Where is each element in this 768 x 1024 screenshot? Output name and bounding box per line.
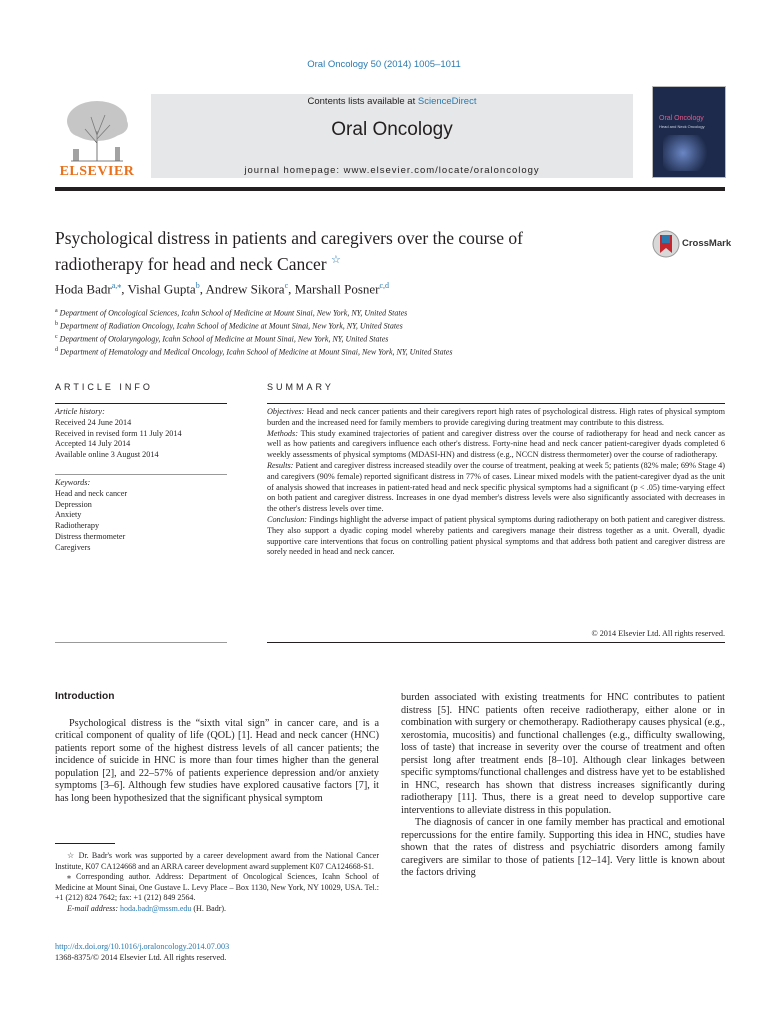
objectives-label: Objectives: (267, 407, 305, 416)
journal-reference-link[interactable]: Oral Oncology 50 (2014) 1005–1011 (307, 59, 461, 70)
body-paragraph: Psychological distress is the “sixth vital sign” in cancer care, and is a critical component of quality of life (QOL) [1]. Head and neck cancer (HNC) patients report some of the highest distress levels of all cancer patients; the incidence of suicide in HNC is more than four times higher than the general population [2], and 22–57% of patients experience depression and/or anxiety symptoms [3–6]. Although few studies have explored causative factors [7], it has long been hypothesized that the significant physical symptom (55, 717, 379, 804)
crossmark-badge[interactable] (652, 229, 732, 261)
cover-title: Oral Oncology (659, 115, 704, 122)
doi-link[interactable]: http://dx.doi.org/10.1016/j.oraloncology.2014.07.003 (55, 942, 230, 951)
conclusion-label: Conclusion: (267, 514, 308, 524)
author-name: Andrew Sikora (205, 281, 285, 297)
contents-line (151, 96, 633, 107)
history-item: Received 24 June 2014 (55, 417, 132, 427)
issn-line: 1368-8375/© 2014 Elsevier Ltd. All rights reserved. (55, 952, 227, 962)
cover-subtitle: Head and Neck Oncology (659, 124, 705, 129)
affiliation-text: Department of Otolaryngology, Icahn School of Medicine at Mount Sinai, New York, NY, United States (59, 334, 389, 344)
conclusion-text: Findings highlight the adverse impact of patient physical symptoms during radiotherapy on both patient and caregiver distress. They also support a dyadic coping model whereby patients and caregivers manage their distress together as a unit. Overall, dyadic supportive care interventions that focus on controlling patient physical symptoms and that address both patient and caregiver distress are sorely needed in head and neck cancer. (267, 514, 725, 557)
funding-footnote: ☆ Dr. Badr's work was supported by a career development award from the National Cancer Institute, K07 CA124668 and an ARRA career development award supplement K07 CA124668-S1. (55, 851, 379, 871)
results-text: Patient and caregiver distress increased steadily over the course of treatment, peaking at week 5; patients (82% male; 69% Stage 4) and caregivers (90% female) reported significant distress in 77% of cases. Linear mixed models with the patient-caregiver dyad as the unit of analysis showed that increases in patient-rated head and neck specific physical symptoms had a significant (p < .05) time-varying effect on both patient and caregiver distress. Increases in one dyad member's distress levels were also significantly associated with decreases in the other's distress levels over time. (267, 460, 726, 514)
crossmark-label: CrossMark (682, 238, 732, 249)
keyword-item: Distress thermometer (55, 531, 126, 541)
affiliation-item (55, 306, 452, 319)
info-divider (55, 642, 227, 643)
crossmark-icon (652, 229, 680, 259)
affiliation-item (55, 319, 452, 332)
methods-text: This study examined trajectories of patient and caregiver distress over the course of radiotherapy for head and neck cancer as well as how patients and caregivers influence each other's distress. Forty-nine head and neck cancer patient-caregiver dyads completed 6 weekly assessments of physical symptoms (MDASI-HN) and distress (e.g., NCCN distress thermometer) over the course of radiotherapy. (267, 428, 725, 460)
keyword-item: Head and neck cancer (55, 488, 128, 498)
affiliation-sup: c (55, 334, 58, 341)
journal-reference (0, 59, 768, 70)
results-label: Results: (267, 460, 294, 470)
affiliation-text: Department of Radiation Oncology, Icahn School of Medicine at Mount Sinai, New York, NY, United States (60, 321, 403, 331)
keyword-item: Radiotherapy (55, 521, 100, 531)
email-footnote (55, 904, 379, 915)
affiliations (55, 306, 452, 359)
body-paragraph: burden associated with existing treatments for HNC contributes to patient distress [5]. HNC patients often receive radiotherapy, either alone or in combination with surgery or chemotherapy. Radiotherapy causes physical (e.g., xerostomia, mucositis) and functional challenges (e.g., difficulty swallowing, loss of taste) that increase in severity over the course of treatment and often persist long after treatment ends [8–10]. Although clear linkages between specific symptoms/functional challenges and distress have yet to be established in HNC, research has shown that distress increases significantly during radiotherapy [11]. Thus, there is a great need to develop supportive care interventions to alleviate distress in this population. (401, 692, 725, 816)
email-label: E-mail address: (67, 903, 119, 913)
corresponding-footnote: ⁎ Corresponding author. Address: Department of Oncological Sciences, Icahn School of Medicine at Mount Sinai, One Gustave L. Levy Place – Box 1130, New York, NY 10029, USA. Tel.: +1 (212) 824 7642; fax: +1 (212) 849 2564. (55, 872, 379, 902)
journal-header (55, 85, 725, 187)
affiliation-text: Department of Oncological Sciences, Icahn School of Medicine at Mount Sinai, New York, NY, United States (59, 308, 408, 318)
doi-block (55, 942, 229, 963)
abstract (267, 407, 725, 558)
objectives-text: Head and neck cancer patients and their caregivers report high rates of psychological distress. High rates of physical symptom burden and the increased need for family members to provide caregiving during treatment may contribute to this distress. (267, 407, 726, 427)
author-sup[interactable]: b (195, 281, 200, 290)
body-left-column (55, 691, 379, 805)
article-title (55, 227, 615, 275)
header-divider (55, 187, 725, 191)
author-sup[interactable]: a,⁎ (111, 281, 122, 290)
sciencedirect-link[interactable]: ScienceDirect (417, 96, 477, 107)
history-item: Received in revised form 11 July 2014 (55, 428, 182, 438)
affiliation-sup: b (55, 321, 58, 328)
info-divider (55, 403, 227, 404)
summary-divider (267, 403, 725, 404)
affiliation-text: Department of Hematology and Medical Oncology, Icahn School of Medicine at Mount Sinai, New York, NY, United States (60, 348, 453, 358)
author-list: Hoda Badr$^{a,⁎}$, Vishal Gupta$^b$, Andrew Sikora$^c$, Marshall Posner$^{c,d}$ (55, 281, 390, 297)
keywords (55, 478, 227, 554)
body-paragraph: The diagnosis of cancer in one family member has practical and emotional repercussions for the entire family. Supporting this idea in HNC, studies have shown that the rates of distress and psychiatric disorders among family caregivers are similar to those of patients [12–14]. Very little is known about the factors driving (401, 817, 725, 878)
journal-banner (151, 94, 633, 178)
journal-title: Oral Oncology (331, 119, 453, 140)
article-info-heading: ARTICLE INFO (55, 382, 153, 392)
cover-illustration (663, 135, 713, 171)
abstract-objectives (267, 407, 725, 429)
introduction-heading: Introduction (55, 691, 115, 702)
affiliation-sup: d (55, 347, 58, 354)
article-history (55, 407, 227, 461)
history-label: Article history: (55, 407, 105, 416)
affiliation-item (55, 332, 452, 345)
article-title-text: Psychological distress in patients and caregivers over the course of radiotherapy for head and neck Cancer (55, 228, 523, 274)
keyword-item: Depression (55, 499, 92, 509)
footnote-divider (55, 843, 115, 844)
keyword-item: Anxiety (55, 510, 82, 520)
author-name: Marshall Posner (294, 281, 380, 297)
author-sup[interactable]: c (284, 281, 289, 290)
footnotes (55, 851, 379, 914)
keyword-item: Caregivers (55, 542, 91, 552)
title-footnote-mark[interactable]: ☆ (330, 254, 341, 266)
author-sup[interactable]: c,d (379, 281, 390, 290)
abstract-conclusion (267, 515, 725, 558)
email-suffix: (H. Badr). (193, 903, 227, 913)
history-item: Accepted 14 July 2014 (55, 439, 131, 449)
info-divider (55, 474, 227, 475)
methods-label: Methods: (267, 428, 298, 438)
author-name: Vishal Gupta (127, 281, 196, 297)
abstract-methods (267, 429, 725, 461)
journal-homepage[interactable]: journal homepage: www.elsevier.com/locate/oraloncology (244, 165, 540, 176)
affiliation-item (55, 345, 452, 358)
email-link[interactable]: hoda.badr@mssm.edu (120, 903, 192, 913)
summary-divider (267, 642, 725, 643)
publisher-name[interactable]: ELSEVIER (59, 164, 135, 179)
abstract-results (267, 461, 725, 515)
journal-cover-image (652, 86, 726, 178)
summary-heading: SUMMARY (267, 382, 334, 392)
history-item: Available online 3 August 2014 (55, 450, 159, 460)
body-right-column (401, 692, 725, 880)
contents-prefix: Contents lists available at (307, 96, 418, 107)
author-name: Hoda Badr (55, 281, 112, 297)
keywords-label: Keywords: (55, 478, 91, 487)
copyright-notice: © 2014 Elsevier Ltd. All rights reserved. (591, 629, 725, 638)
affiliation-sup: a (55, 308, 58, 314)
